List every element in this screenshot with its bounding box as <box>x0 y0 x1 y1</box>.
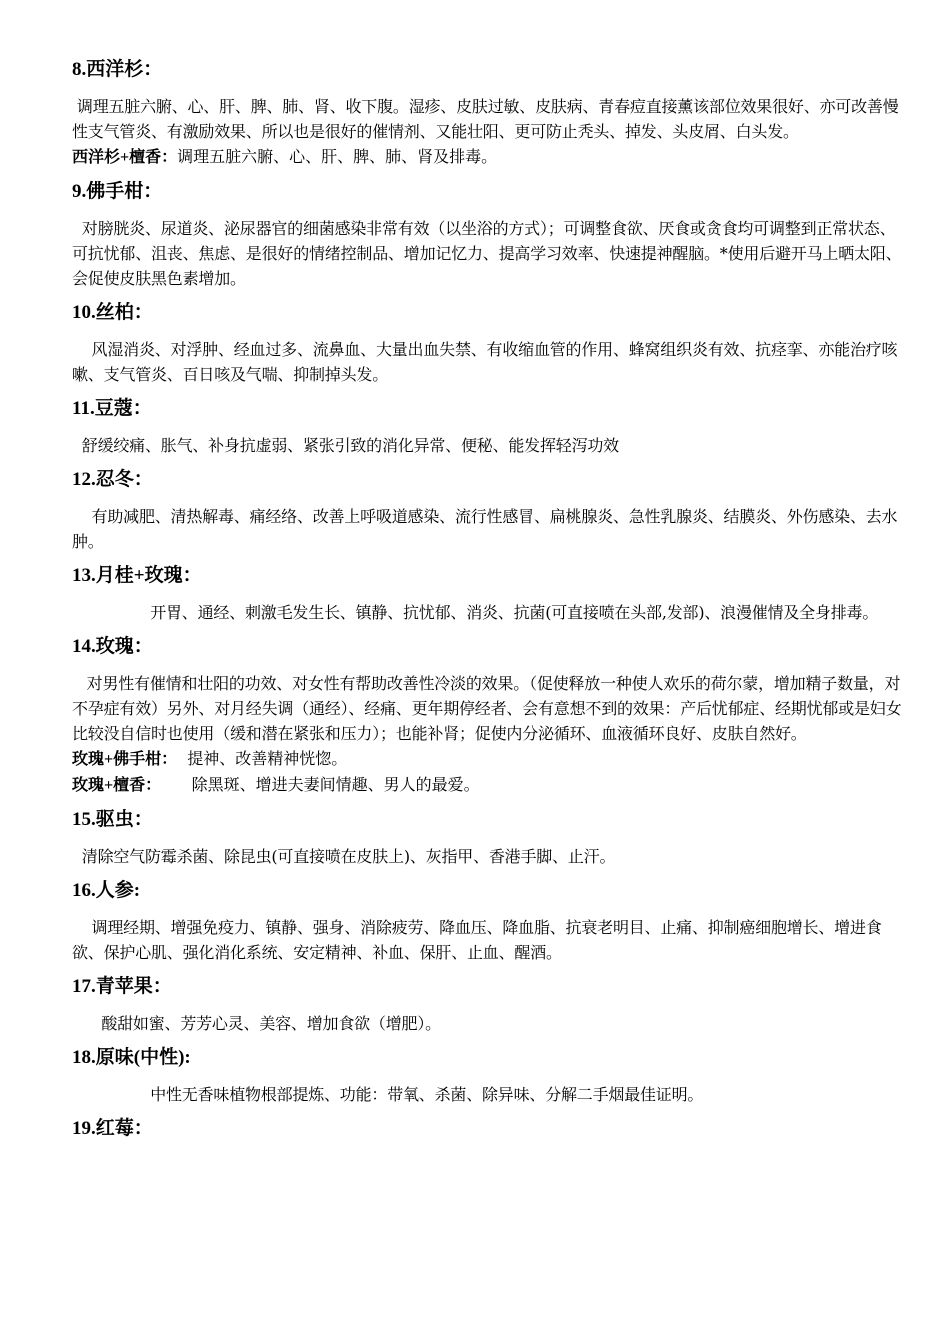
section-renshen <box>72 879 908 965</box>
section-yuanwei <box>72 1046 908 1107</box>
combo-line <box>72 772 908 798</box>
section-hongmei <box>72 1117 908 1141</box>
section-heading: 10.丝柏： <box>72 302 153 323</box>
combo-text: 提神、改善精神恍惚。 <box>177 749 348 768</box>
section-heading: 9.佛手柑： <box>72 181 163 202</box>
section-heading: 19.红莓： <box>72 1118 153 1139</box>
section-text: 有助减肥、清热解毒、痛经络、改善上呼吸道感染、流行性感冒、扁桃腺炎、急性乳腺炎、结膜炎、外伤感染、去水肿。 <box>72 507 898 551</box>
section-heading: 8.西洋杉： <box>72 59 163 80</box>
section-heading: 18.原味(中性): <box>72 1047 191 1068</box>
section-meigui <box>72 635 908 798</box>
section-rendong <box>72 468 908 554</box>
section-heading: 12.忍冬： <box>72 469 153 490</box>
combo-label: 玫瑰+佛手柑： <box>72 751 178 768</box>
section-quchong <box>72 808 908 869</box>
section-text: 舒缓绞痛、胀气、补身抗虚弱、紧张引致的消化异常、便秘、能发挥轻泻功效 <box>72 436 619 455</box>
section-heading: 15.驱虫： <box>72 809 153 830</box>
section-sibai <box>72 301 908 387</box>
section-text: 对男性有催情和壮阳的功效、对女性有帮助改善性冷淡的效果。（促使释放一种使人欢乐的荷尔蒙，增加精子数量，对不孕症有效）另外、对月经失调（通经）、经痛、更年期停经者、会有意想不到的效果：产后忧郁症、经期忧郁或是妇女比较没自信时也使用（缓和潜在紧张和压力）；也能补肾；促使内分泌循环、血液循环良好、皮肤自然好。 <box>72 674 902 743</box>
section-foshougan <box>72 180 908 291</box>
section-heading: 13.月桂+玫瑰： <box>72 565 202 586</box>
section-text: 中性无香味植物根部提炼、功能：带氧、杀菌、除异味、分解二手烟最佳证明。 <box>72 1085 704 1104</box>
section-text: 清除空气防霉杀菌、除昆虫(可直接喷在皮肤上)、灰指甲、香港手脚、止汗。 <box>72 847 616 866</box>
combo-label: 西洋杉+檀香： <box>72 149 178 166</box>
section-text: 开胃、通经、刺激毛发生长、镇静、抗忧郁、消炎、抗菌(可直接喷在头部,发部)、浪漫催情及全身排毒。 <box>72 603 879 622</box>
section-yuegui-meigui <box>72 564 908 625</box>
combo-line <box>72 144 908 170</box>
section-text: 调理五脏六腑、心、肝、脾、肺、肾、收下腹。湿疹、皮肤过敏、皮肤病、青春痘直接薰该部位效果很好、亦可改善慢性支气管炎、有激励效果、所以也是很好的催情剂、又能壮阳、更可防止秃头、掉发、头皮屑、白头发。 <box>72 97 899 141</box>
section-text: 酸甜如蜜、芳芳心灵、美容、增加食欲（增肥）。 <box>72 1014 441 1033</box>
section-heading: 14.玫瑰： <box>72 636 153 657</box>
section-heading: 16.人参: <box>72 880 141 901</box>
section-text: 风湿消炎、对浮肿、经血过多、流鼻血、大量出血失禁、有收缩血管的作用、蜂窝组织炎有效、抗痉挛、亦能治疗咳嗽、支气管炎、百日咳及气喘、抑制掉头发。 <box>72 340 898 384</box>
section-heading: 11.豆蔻： <box>72 398 152 419</box>
combo-label: 玫瑰+檀香： <box>72 777 162 794</box>
section-text: 调理经期、增强免疫力、镇静、强身、消除疲劳、降血压、降血脂、抗衰老明目、止痛、抑制癌细胞增长、增进食欲、保护心肌、强化消化系统、安定精神、补血、保肝、止血、醒酒。 <box>72 918 882 962</box>
section-doukou <box>72 397 908 458</box>
combo-text: 调理五脏六腑、心、肝、脾、肺、肾及排毒。 <box>177 147 498 166</box>
combo-line <box>72 746 908 772</box>
section-qingpingguo <box>72 975 908 1036</box>
section-xiyangshan <box>72 58 908 170</box>
document-body <box>72 58 908 1153</box>
section-text: 对膀胱炎、尿道炎、泌尿器官的细菌感染非常有效（以坐浴的方式）；可调整食欲、厌食或贪食均可调整到正常状态、可抗忧郁、沮丧、焦虑、是很好的情绪控制品、增加记忆力、提高学习效率、快速提神醒脑。*使用后避开马上晒太阳、会促使皮肤黑色素增加。 <box>72 219 902 288</box>
section-heading: 17.青苹果： <box>72 976 172 997</box>
combo-text: 除黑斑、增进夫妻间情趣、男人的最爱。 <box>161 775 480 794</box>
